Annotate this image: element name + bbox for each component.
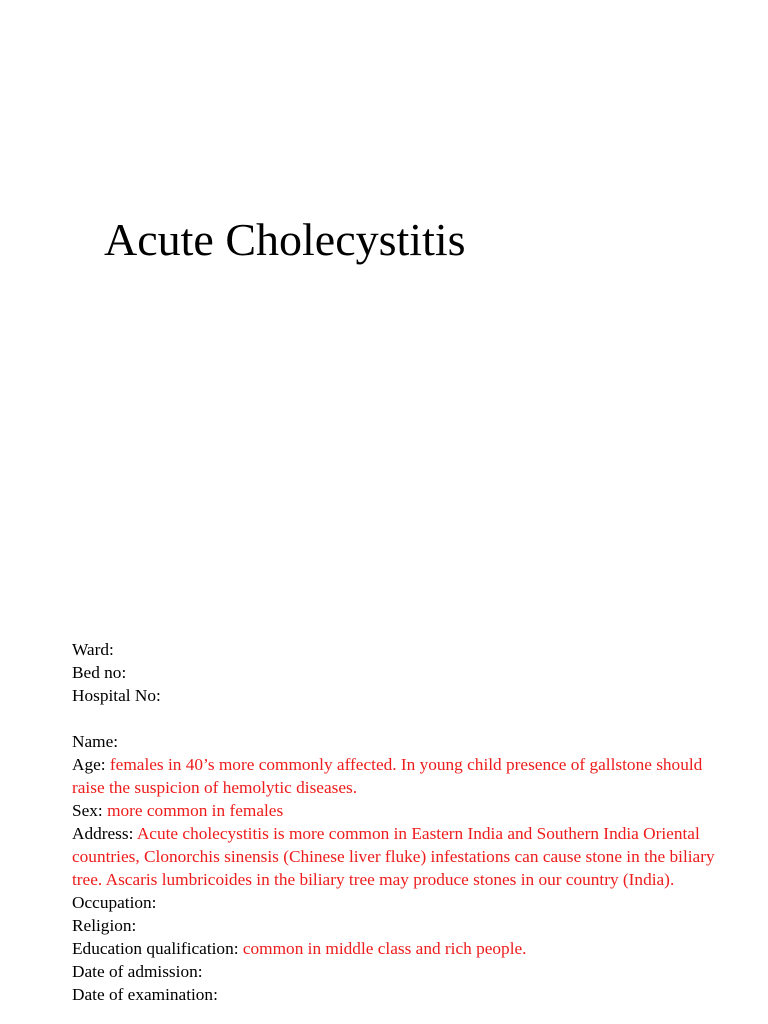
field-label: Name:	[72, 732, 119, 751]
field-age	[72, 753, 722, 799]
field-label: Age:	[72, 755, 106, 774]
field-label: Ward:	[72, 640, 114, 659]
field-ward	[72, 638, 722, 661]
document-title: Acute Cholecystitis	[104, 214, 466, 265]
field-label: Education qualification:	[72, 939, 239, 958]
field-label: Date of examination:	[72, 985, 218, 1004]
field-label: Bed no:	[72, 663, 127, 682]
patient-fields	[72, 638, 722, 1006]
field-religion	[72, 914, 722, 937]
field-label: Sex:	[72, 801, 103, 820]
field-label: Address:	[72, 824, 134, 843]
field-address	[72, 822, 722, 891]
field-occupation	[72, 891, 722, 914]
field-sex	[72, 799, 722, 822]
spacer	[72, 707, 722, 730]
field-label: Hospital No:	[72, 686, 161, 705]
field-label: Occupation:	[72, 893, 157, 912]
field-note: more common in females	[107, 801, 284, 820]
field-note: common in middle class and rich people.	[242, 939, 527, 958]
field-note: females in 40’s more commonly affected. In young child presence of gallstone should raise the suspicion of hemolytic diseases.	[72, 755, 703, 797]
field-education-qualification	[72, 937, 722, 960]
field-date-of-examination	[72, 983, 722, 1006]
field-date-of-admission	[72, 960, 722, 983]
field-name	[72, 730, 722, 753]
field-hospital-no	[72, 684, 722, 707]
field-label: Religion:	[72, 916, 137, 935]
field-label: Date of admission:	[72, 962, 203, 981]
field-bed-no	[72, 661, 722, 684]
field-note: Acute cholecystitis is more common in Eastern India and Southern India Oriental countries, Clonorchis sinensis (Chinese liver fluke) infestations can cause stone in the biliary tree. Ascaris lumbricoides in the biliary tree may produce stones in our country (India).	[72, 824, 715, 889]
